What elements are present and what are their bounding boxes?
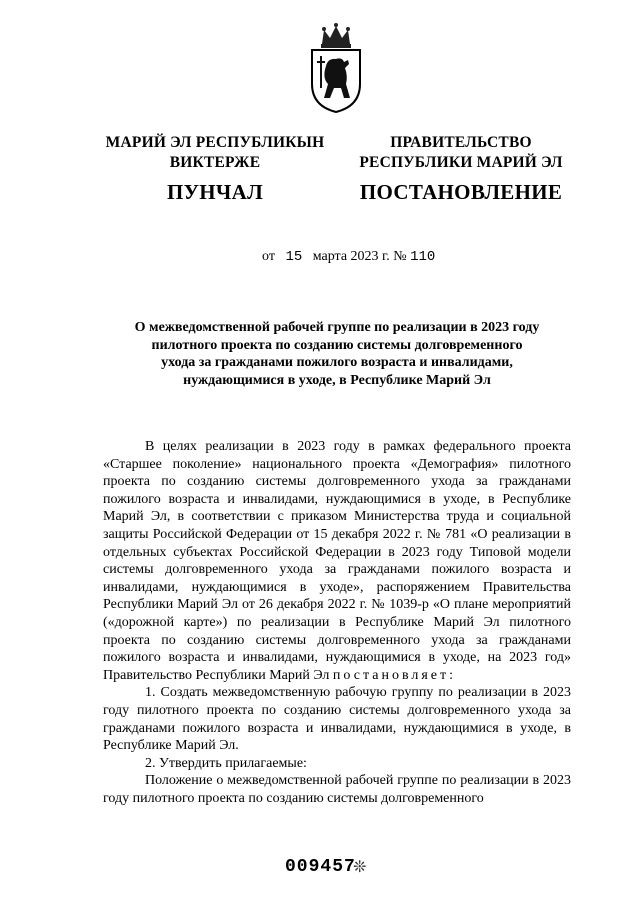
body-paragraph-item-1: 1. Создать межведомственную рабочую группу по реализации в 2023 году пилотного проекта по созданию системы долговременного ухода за гражданами пожилого возраста и инвалидами, нуждающимися в уходе, в Республике Марий Эл. (103, 685, 571, 754)
serial-number: 009457 (285, 857, 356, 877)
preamble-text: В целях реализации в 2023 году в рамках федерального проекта «Старшее поколение» национального проекта «Демография» пилотного проекта по созданию системы долговременного ухода за гражданами пожилого возраста и инвалидами, нуждающимися в уходе, в Республике Марий Эл, в соответствии с приказом Министерства труда и социальной защиты Российской Федерации от 15 декабря 2022 г. № 781 «О реализации в отдельных субъектах Российской Федерации в 2023 году Типовой модели системы долговременного ухода за гражданами пожилого возраста и инвалидами, нуждающимися в уходе», распоряжением Правительства Республики Марий Эл от 26 декабря 2022 г. № 1039-р «О плане мероприятий («дорожной карте») по реализации в Республике Марий Эл пилотного проекта по созданию системы долговременного ухода за гражданами пожилого возраста и инвалидами, нуждающимися в уходе, на 2023 год» Правительство Республики Марий Эл (103, 439, 571, 683)
date-day: 15 (285, 249, 303, 265)
resolves-word: постановляет: (332, 667, 457, 683)
body-paragraph-regulation: Положение о межведомственной рабочей группе по реализации в 2023 году пилотного проекта по созданию системы долговременного (103, 773, 571, 806)
header-right-line1: ПРАВИТЕЛЬСТВО (390, 134, 532, 151)
title-line: нуждающимися в уходе, в Республике Марий Эл (183, 372, 491, 388)
title-line: пилотного проекта по созданию системы долговременного (151, 337, 523, 353)
document-number: 110 (410, 249, 436, 265)
body-paragraph-preamble (103, 438, 571, 684)
header-left-block (95, 133, 335, 205)
header-left-title: ПУНЧАЛ (166, 180, 264, 204)
document-body (103, 438, 571, 807)
header-right-line2: РЕСПУБЛИКИ МАРИЙ ЭЛ (359, 154, 563, 171)
header-left-line1: МАРИЙ ЭЛ РЕСПУБЛИКЫН (105, 134, 325, 151)
header-right-block (350, 133, 572, 205)
header-left-line2: ВИКТЕРЖЕ (169, 154, 261, 171)
document-title (103, 319, 571, 389)
coat-of-arms-emblem (306, 22, 366, 114)
title-line: ухода за гражданами пожилого возраста и инвалидами, (161, 355, 513, 371)
header-right-title: ПОСТАНОВЛЕНИЕ (359, 180, 563, 204)
document-date-line (262, 249, 435, 265)
number-sign: № (393, 249, 407, 264)
ornament-mark: ❊ (353, 859, 367, 876)
date-month-year: марта 2023 г. (312, 249, 390, 264)
date-prefix: от (262, 249, 275, 264)
title-line: О межведомственной рабочей группе по реализации в 2023 году (134, 320, 540, 335)
body-paragraph-item-2: 2. Утвердить прилагаемые: (145, 755, 307, 771)
